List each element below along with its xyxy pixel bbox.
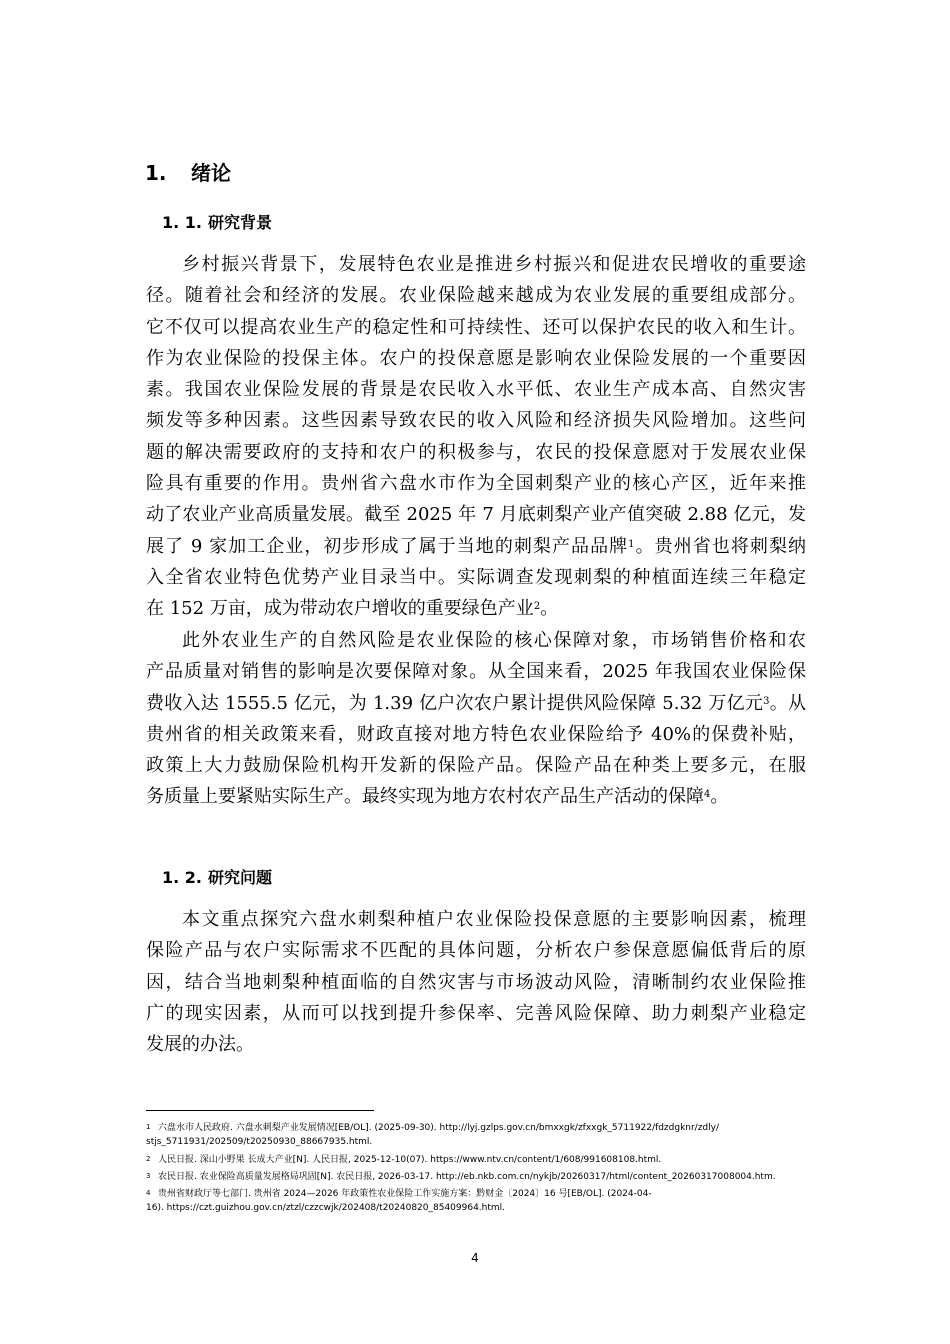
text-line: 入全省农业特色优势产业目录当中。实际调查发现刺梨的种植面连续三年稳定 (146, 566, 806, 588)
section-title: 研究问题 (208, 868, 273, 887)
text-line: 它不仅可以提高农业生产的稳定性和可持续性、还可以保护农民的收入和生计。 (146, 316, 806, 338)
text-line: 此外农业生产的自然风险是农业保险的核心保障对象，市场销售价格和农 (182, 630, 806, 651)
footnote-text[interactable]: 贵州省财政厅等七部门. 贵州省 2024—2026 年政策性农业保险工作实施方案：黔财金〔2024〕16 号[EB/OL]. (2024-04- (158, 1189, 652, 1199)
text-line: 径。随着社会和经济的发展。农业保险越来越成为农业发展的重要组成部分。 (146, 285, 806, 307)
text-line: 因，结合当地刺梨种植面临的自然灾害与市场波动风险，清晰制约农业保险推 (146, 971, 806, 993)
text-line: 险具有重要的作用。贵州省六盘水市作为全国刺梨产业的核心产区，近年来推 (146, 473, 806, 495)
text-run: 。贵州省也将刺梨纳 (634, 535, 806, 557)
footnote-ref-3[interactable]: 3 (763, 695, 770, 707)
text-line: 保险产品与农户实际需求不匹配的具体问题，分析农户参保意愿偏低背后的原 (146, 940, 806, 962)
paragraph-background-1 (146, 249, 806, 625)
section-heading-question (162, 866, 272, 890)
page-number: 4 (471, 1251, 479, 1265)
footnote-text-continued[interactable]: 16). https://czt.guizhou.gov.cn/ztzl/czzcwjk/202408/t20240820_85409964.html. (146, 1203, 506, 1213)
text-line (146, 593, 806, 624)
footnote-separator (146, 1110, 374, 1111)
chapter-heading (145, 158, 231, 188)
text-run: 。 (710, 786, 729, 808)
footnote-text[interactable]: 农民日报. 农业保险高质量发展格局巩固[N]. 农民日报, 2026-03-17. http://eb.nkb.com.cn/nykjb/20260317/html/content_20260317008004.htm. (158, 1172, 776, 1182)
text-line (146, 531, 806, 562)
footnote-mark: 2 (146, 1155, 151, 1163)
text-line: 动了农业产业高质量发展。截至 2025 年 7 月底刺梨产业产值突破 2.88 亿元，发 (146, 504, 806, 526)
text-line: 本文重点探究六盘水刺梨种植户农业保险投保意愿的主要影响因素，梳理 (182, 909, 806, 930)
footnote-mark: 1 (146, 1123, 151, 1131)
paragraph-question (146, 904, 806, 1060)
text-line: 频发等多种因素。这些因素导致农民的收入风险和经济损失风险增加。这些问 (146, 410, 806, 432)
text-line: 作为农业保险的投保主体。农户的投保意愿是影响农业保险发展的一个重要因 (146, 347, 806, 369)
text-line: 贵州省的相关政策来看，财政直接对地方特色农业保险给予 40%的保费补贴， (146, 723, 806, 745)
text-line: 发展的办法。 (146, 1034, 254, 1056)
paragraph-background-2 (146, 625, 806, 813)
footnote-mark: 3 (146, 1172, 151, 1180)
text-line: 广的现实因素，从而可以找到提升参保率、完善风险保障、助力刺梨产业稳定 (146, 1002, 806, 1024)
section-title: 研究背景 (208, 213, 273, 232)
text-line: 题的解决需要政府的支持和农户的积极参与，农民的投保意愿对于发展农业保 (146, 441, 806, 463)
footnote-mark: 4 (146, 1189, 151, 1197)
section-number: 1. 2. (162, 868, 202, 887)
footnote-4 (146, 1187, 826, 1215)
footnote-text-continued[interactable]: stjs_5711931/202509/t20250930_88667935.html. (146, 1137, 373, 1147)
footnote-ref-2[interactable]: 2 (533, 601, 541, 613)
text-run: 在 152 万亩，成为带动农户增收的重要绿色产业 (146, 598, 534, 620)
footnote-text[interactable]: 人民日报. 深山小野果 长成大产业[N]. 人民日报, 2025-12-10(07). https://www.ntv.cn/content/1/608/991608108.html. (158, 1155, 662, 1165)
footnote-3 (146, 1170, 826, 1184)
text-run: 展了 9 家加工企业，初步形成了属于当地的刺梨产品品牌 (146, 535, 629, 557)
text-run: 。 (540, 598, 559, 620)
text-run: 费收入达 1555.5 亿元，为 1.39 亿户次农户累计提供风险保障 5.32 万亿元 (146, 692, 764, 714)
footnote-text[interactable]: 六盘水市人民政府. 六盘水刺梨产业发展情况[EB/OL]. (2025-09-30). http://lyj.gzlps.gov.cn/bmxxgk/zfxxgk_5711922/fdzdgknr/zdly/ (158, 1123, 720, 1133)
text-line: 乡村振兴背景下，发展特色农业是推进乡村振兴和促进农民增收的重要途 (182, 254, 806, 275)
footnote-1 (146, 1121, 826, 1149)
chapter-title: 绪论 (191, 161, 231, 185)
section-heading-background (162, 211, 272, 235)
section-number: 1. 1. (162, 213, 202, 232)
text-line (146, 688, 806, 719)
text-run: 。从 (769, 692, 807, 714)
footnote-ref-4[interactable]: 4 (704, 789, 711, 801)
chapter-number: 1. (145, 161, 167, 185)
text-line (146, 781, 806, 812)
text-run: 务质量上要紧贴实际生产。最终实现为地方农村农产品生产活动的保障 (146, 786, 704, 808)
text-line: 产品质量对销售的影响是次要保障对象。从全国来看，2025 年我国农业保险保 (146, 661, 806, 683)
text-line: 政策上大力鼓励保险机构开发新的保险产品。保险产品在种类上要多元，在服 (146, 755, 806, 777)
text-line: 素。我国农业保险发展的背景是农民收入水平低、农业生产成本高、自然灾害 (146, 379, 806, 401)
footnote-2 (146, 1153, 826, 1167)
footnote-ref-1[interactable]: 1 (628, 538, 635, 550)
